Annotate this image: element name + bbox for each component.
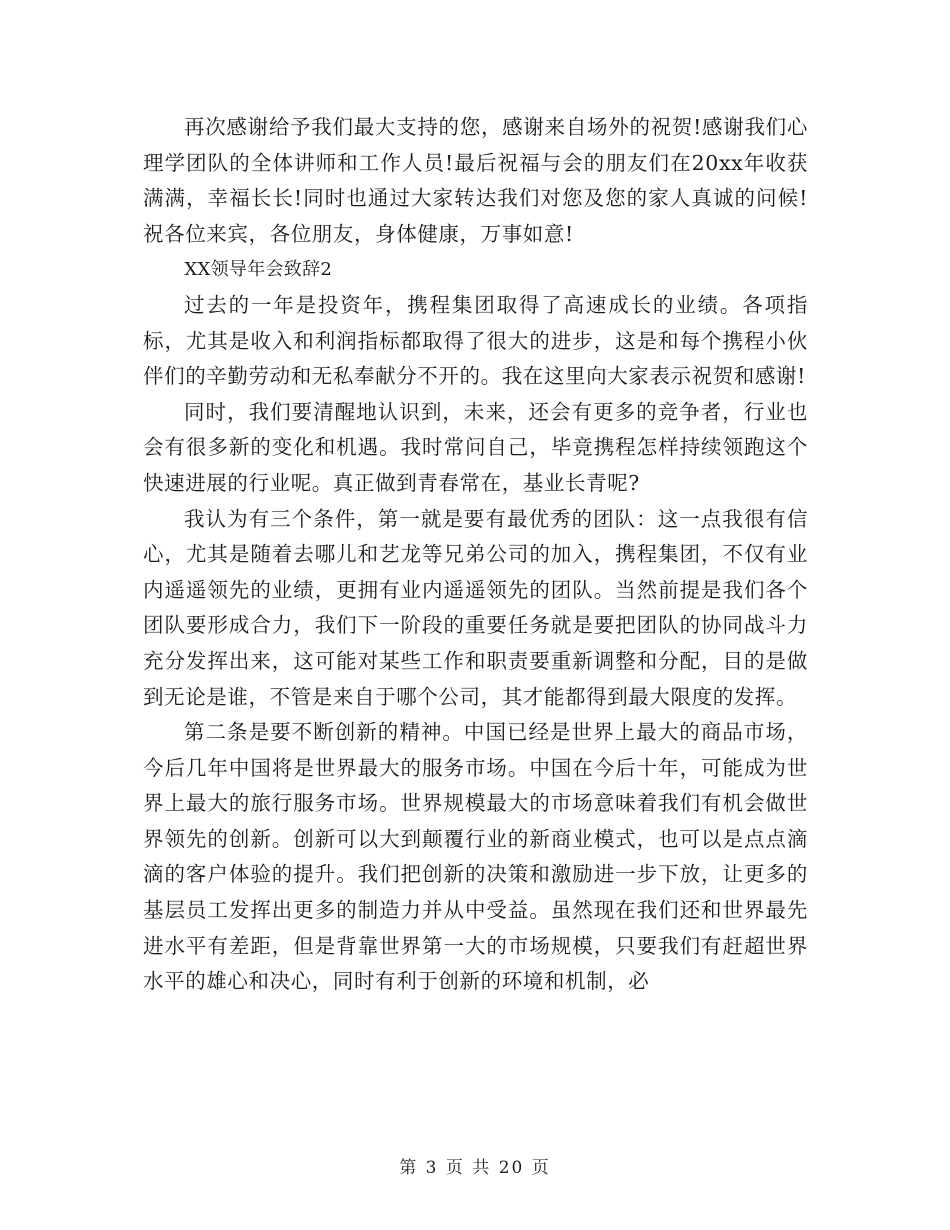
paragraph-closing-thanks: 再次感谢给予我们最大支持的您，感谢来自场外的祝贺!感谢我们心理学团队的全体讲师和工作人员!最后祝福与会的朋友们在20xx年收获满满，幸福长长!同时也通过大家转达我们对您及您的家人真诚的问候!祝各位来宾，各位朋友，身体健康，万事如意! <box>143 115 808 246</box>
section-heading: XX领导年会致辞2 <box>184 259 333 281</box>
paragraph-future: 同时，我们要清醒地认识到，未来，还会有更多的竞争者，行业也会有很多新的变化和机遇。我时常问自己，毕竟携程怎样持续领跑这个快速进展的行业呢。真正做到青春常在，基业长青呢? <box>143 399 808 495</box>
page-number-footer: 第 3 页 共 20 页 <box>399 1158 551 1178</box>
paragraph-innovation: 第二条是要不断创新的精神。中国已经是世界上最大的商品市场，今后几年中国将是世界最大的服务市场。中国在今后十年，可能成为世界上最大的旅行服务市场。世界规模最大的市场意味着我们有机会做世界领先的创新。创新可以大到颠覆行业的新商业模式，也可以是点点滴滴的客户体验的提升。我们把创新的决策和激励进一步下放，让更多的基层员工发挥出更多的制造力并从中受益。虽然现在我们还和世界最先进水平有差距，但是背靠世界第一大的市场规模，只要我们有赶超世界水平的雄心和决心，同时有利于创新的环境和机制，必 <box>143 720 808 994</box>
paragraph-past-year: 过去的一年是投资年，携程集团取得了高速成长的业绩。各项指标，尤其是收入和利润指标都取得了很大的进步，这是和每个携程小伙伴们的辛勤劳动和无私奉献分不开的。我在这里向大家表示祝贺和感谢! <box>143 292 808 389</box>
paragraph-team: 我认为有三个条件，第一就是要有最优秀的团队：这一点我很有信心，尤其是随着去哪儿和艺龙等兄弟公司的加入，携程集团，不仅有业内遥遥领先的业绩，更拥有业内遥遥领先的团队。当然前提是我们各个团队要形成合力，我们下一阶段的重要任务就是要把团队的协同战斗力充分发挥出来，这可能对某些工作和职责要重新调整和分配，目的是做到无论是谁，不管是来自于哪个公司，其才能都得到最大限度的发挥。 <box>143 506 808 709</box>
document-body <box>143 110 808 1000</box>
